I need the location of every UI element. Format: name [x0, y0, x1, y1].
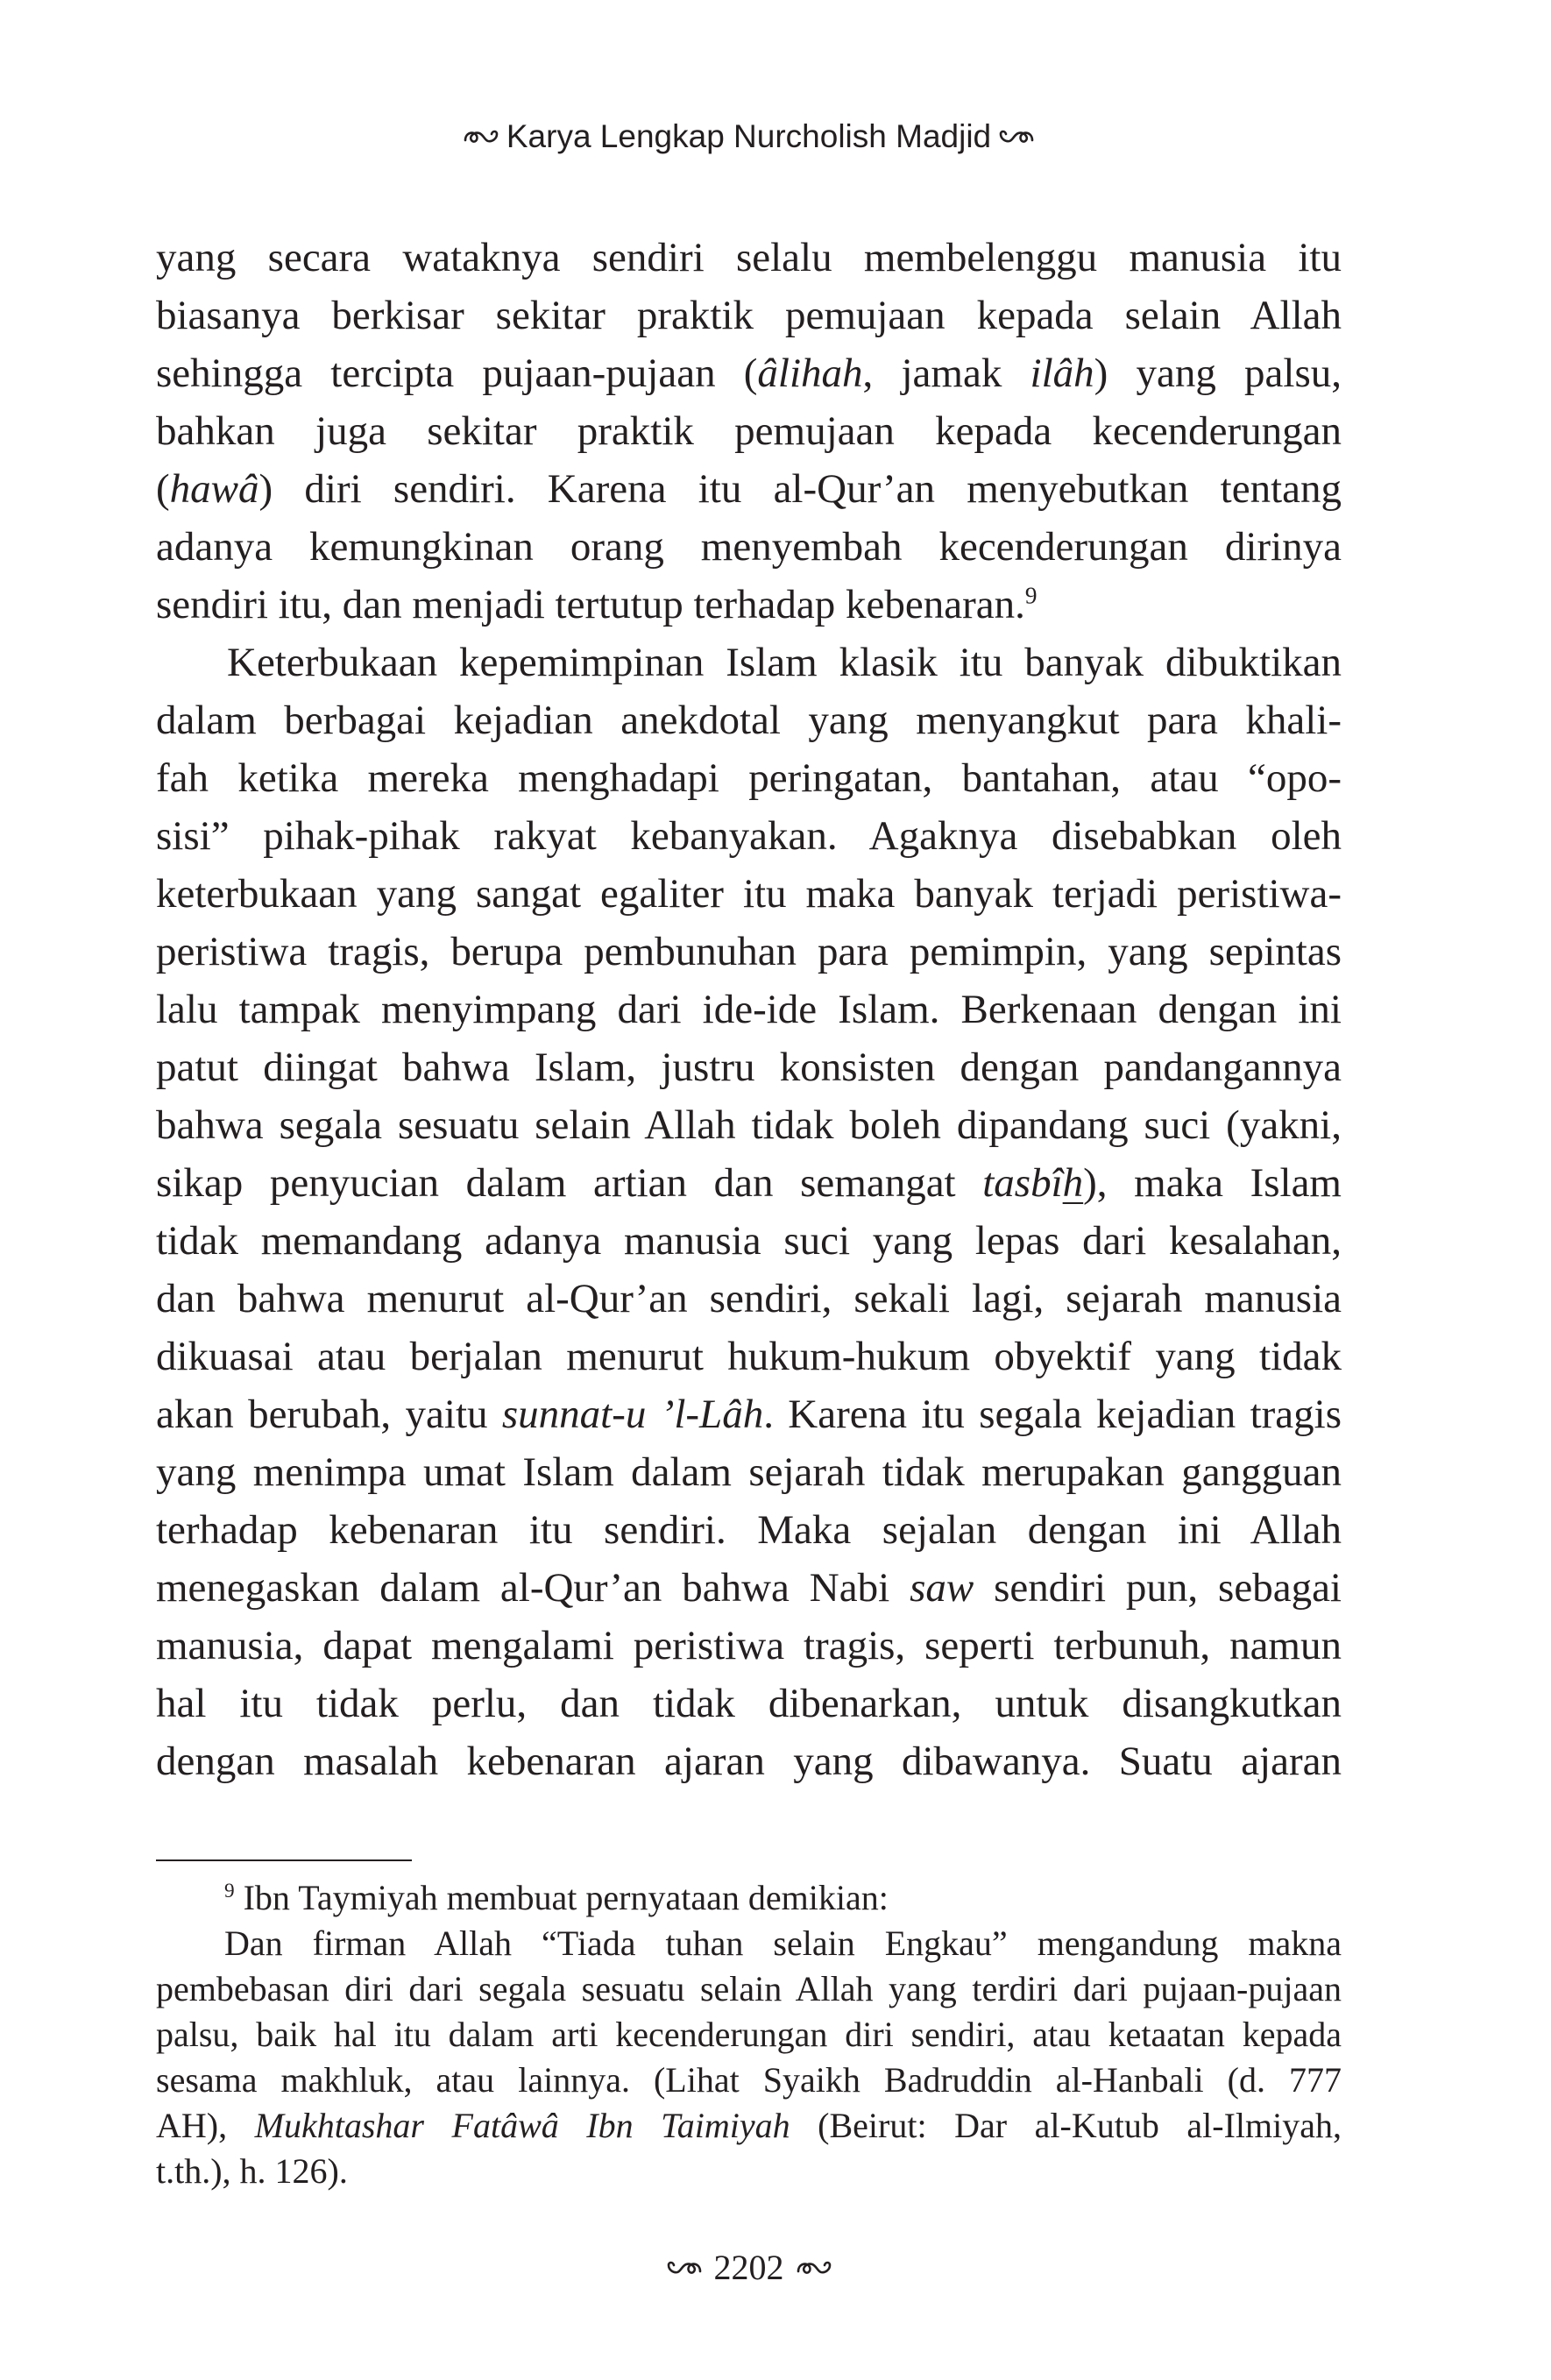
- body-line: [156, 1328, 1342, 1385]
- footnote-line: [156, 1966, 1342, 2012]
- text-run: akan berubah, yaitu: [156, 1392, 502, 1437]
- body-line: [156, 634, 1342, 691]
- text-run: palsu, baik hal itu dalam arti kecenderungan diri sendiri, atau ketaatan kepada: [156, 2015, 1342, 2054]
- text-run: tidak memandang adanya manusia suci yang lepas dari kesalahan,: [156, 1218, 1342, 1264]
- footnote-divider: [156, 1859, 412, 1861]
- text-run: Keterbukaan kepemimpinan Islam klasik itu banyak dibuktikan: [227, 640, 1342, 685]
- italic-term: hawâ: [169, 466, 259, 512]
- ornament-right-icon: [999, 127, 1034, 146]
- text-run: sendiri pun, sebagai: [974, 1565, 1342, 1611]
- text-run: t.th.), h. 126).: [156, 2151, 348, 2191]
- text-run: sisi” pihak-pihak rakyat kebanyakan. Agaknya disebabkan oleh: [156, 813, 1342, 859]
- italic-term: saw: [910, 1565, 974, 1611]
- text-run: . Karena itu segala kejadian tragis: [763, 1392, 1342, 1437]
- text-run: sendiri itu, dan menjadi tertutup terhadap kebenaran.: [156, 582, 1025, 627]
- italic-term: sunnat-u ’l-Lâh: [501, 1392, 764, 1437]
- body-line: [156, 865, 1342, 923]
- italic-term: tasbî: [982, 1160, 1063, 1206]
- italic-term: ilâh: [1030, 351, 1094, 396]
- text-run: ) diri sendiri. Karena itu al-Qur’an menyebutkan tentang: [258, 466, 1342, 512]
- body-line: [156, 1212, 1342, 1270]
- body-line: [156, 1096, 1342, 1154]
- footnote-line: [156, 2012, 1342, 2058]
- text-run: sehingga tercipta pujaan-pujaan (: [156, 351, 758, 396]
- text-run: hal itu tidak perlu, dan tidak dibenarkan, untuk disangkutkan: [156, 1681, 1342, 1726]
- text-run: manusia, dapat mengalami peristiwa tragis, seperti terbunuh, namun: [156, 1623, 1342, 1668]
- text-run: bahwa segala sesuatu selain Allah tidak boleh dipandang suci (yakni,: [156, 1102, 1342, 1148]
- text-run: Dan firman Allah “Tiada tuhan selain Engkau” mengandung makna: [224, 1923, 1342, 1963]
- footnote-paragraph: [156, 1875, 1342, 1921]
- italic-term: âlihah: [757, 351, 863, 396]
- text-run: dan bahwa menurut al-Qur’an sendiri, sekali lagi, sejarah manusia: [156, 1276, 1342, 1321]
- body-line: [156, 344, 1342, 402]
- text-run: lalu tampak menyimpang dari ide-ide Islam. Berkenaan dengan ini: [156, 987, 1342, 1032]
- footnote-line: [156, 2103, 1342, 2149]
- body-line: [156, 1675, 1342, 1732]
- body-line: [156, 229, 1342, 287]
- body-paragraph: [156, 634, 1342, 1790]
- text-run: AH),: [156, 2106, 255, 2145]
- body-line: [156, 691, 1342, 749]
- ornament-left-icon: [667, 2258, 702, 2277]
- footnote-reference: 9: [1024, 582, 1038, 609]
- text-run: , jamak: [862, 351, 1030, 396]
- body-line: [156, 518, 1342, 576]
- body-line: [156, 402, 1342, 460]
- text-run: ) yang palsu,: [1094, 351, 1342, 396]
- text-run: patut diingat bahwa Islam, justru konsisten dengan pandangannya: [156, 1045, 1342, 1090]
- body-line: [156, 1732, 1342, 1790]
- text-run: peristiwa tragis, berupa pembunuhan para pemimpin, yang sepintas: [156, 929, 1342, 974]
- footnote-line: [156, 2149, 1342, 2194]
- body-line: [156, 287, 1342, 344]
- footnote-line: [156, 1875, 1342, 1921]
- text-run: sesama makhluk, atau lainnya. (Lihat Syaikh Badruddin al-Hanbali (d. 777: [156, 2060, 1342, 2100]
- italic-term: Mukhtashar Fatâwâ Ibn Taimiyah: [254, 2106, 790, 2145]
- body-line: [156, 1270, 1342, 1328]
- body-line: [156, 807, 1342, 865]
- text-run: dikuasai atau berjalan menurut hukum-hukum obyektif yang tidak: [156, 1334, 1342, 1379]
- text-run: dengan masalah kebenaran ajaran yang dibawanya. Suatu ajaran: [156, 1739, 1342, 1784]
- body-line: [156, 1154, 1342, 1212]
- body-line: [156, 1038, 1342, 1096]
- ornament-left-icon: [464, 127, 499, 146]
- footnotes: [156, 1875, 1342, 2194]
- body-line: [156, 576, 1342, 634]
- body-line: [156, 1617, 1342, 1675]
- text-run: yang secara wataknya sendiri selalu membelenggu manusia itu: [156, 235, 1342, 280]
- body-line: [156, 1559, 1342, 1617]
- body-text: [156, 229, 1342, 1790]
- ornament-right-icon: [797, 2258, 832, 2277]
- text-run: sikap penyucian dalam artian dan semangat: [156, 1160, 983, 1206]
- italic-term: h: [1062, 1160, 1084, 1206]
- running-header-title: Karya Lengkap Nurcholish Madjid: [506, 118, 992, 154]
- page-footer: [156, 2246, 1342, 2290]
- text-run: fah ketika mereka menghadapi peringatan, bantahan, atau “opo-: [156, 755, 1342, 801]
- body-line: [156, 981, 1342, 1038]
- text-run: (Beirut: Dar al-Kutub al-Ilmiyah,: [790, 2106, 1342, 2145]
- page-number: 2202: [713, 2248, 784, 2287]
- running-header: [156, 115, 1342, 159]
- body-line: [156, 923, 1342, 981]
- body-line: [156, 460, 1342, 518]
- footnote-line: [156, 2058, 1342, 2103]
- text-run: biasanya berkisar sekitar praktik pemujaan kepada selain Allah: [156, 293, 1342, 338]
- footnote-line: [156, 1921, 1342, 1966]
- body-line: [156, 1443, 1342, 1501]
- body-line: [156, 1501, 1342, 1559]
- body-paragraph: [156, 229, 1342, 634]
- text-run: keterbukaan yang sangat egaliter itu maka banyak terjadi peristiwa-: [156, 871, 1342, 917]
- text-run: adanya kemungkinan orang menyembah kecenderungan dirinya: [156, 524, 1342, 570]
- text-run: bahkan juga sekitar praktik pemujaan kepada kecenderungan: [156, 408, 1342, 454]
- body-line: [156, 1385, 1342, 1443]
- text-run: menegaskan dalam al-Qur’an bahwa Nabi: [156, 1565, 910, 1611]
- text-run: pembebasan diri dari segala sesuatu selain Allah yang terdiri dari pujaan-pujaan: [156, 1969, 1342, 2008]
- footnote-paragraph: [156, 1921, 1342, 2194]
- text-run: dalam berbagai kejadian anekdotal yang menyangkut para khali-: [156, 698, 1342, 743]
- body-line: [156, 749, 1342, 807]
- text-run: yang menimpa umat Islam dalam sejarah tidak merupakan gangguan: [156, 1449, 1342, 1495]
- text-run: Ibn Taymiyah membuat pernyataan demikian:: [234, 1878, 889, 1917]
- text-run: terhadap kebenaran itu sendiri. Maka sejalan dengan ini Allah: [156, 1507, 1342, 1553]
- text-run: (: [156, 466, 170, 512]
- footnote-marker: 9: [224, 1880, 235, 1903]
- text-run: ), maka Islam: [1083, 1160, 1342, 1206]
